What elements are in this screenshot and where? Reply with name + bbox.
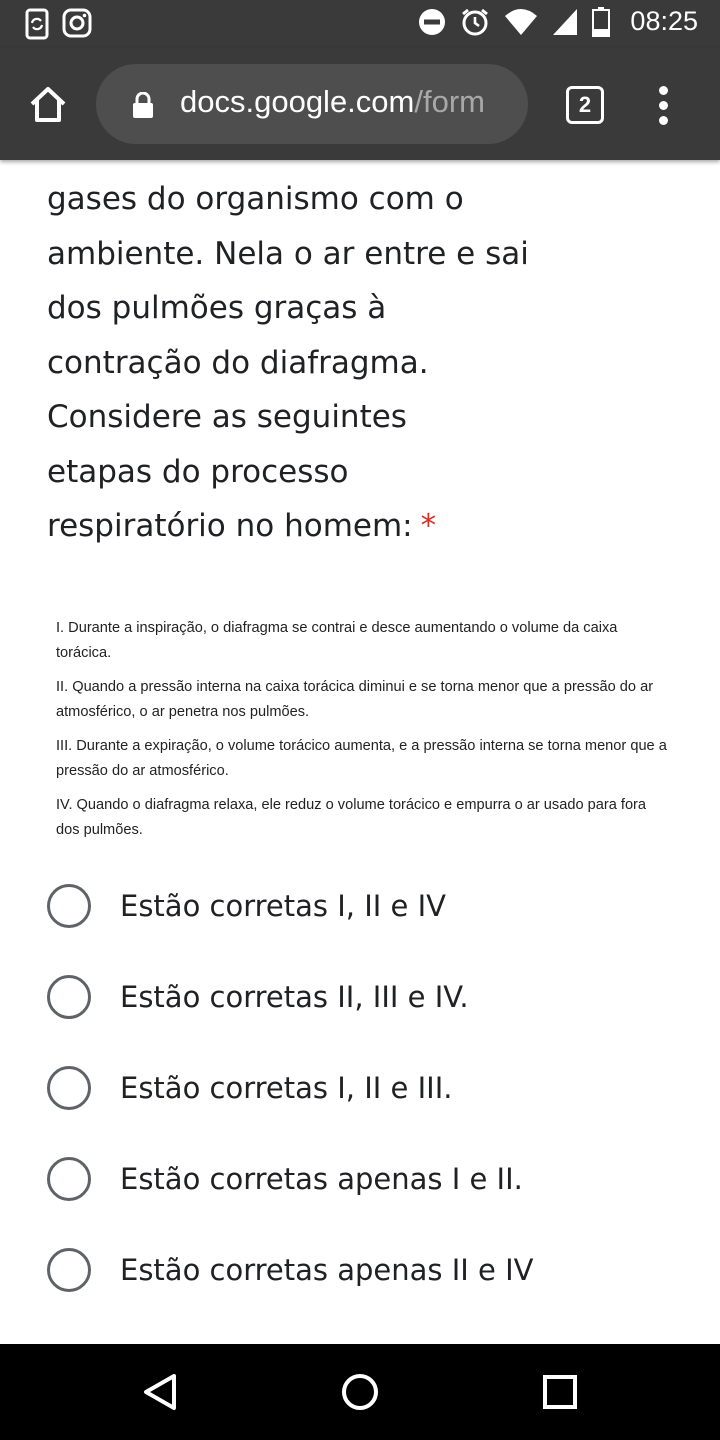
battery-icon (592, 7, 610, 37)
required-asterisk: * (420, 508, 437, 544)
question-line: ambiente. Nela o ar entre e sai (47, 235, 529, 272)
option-label[interactable]: Estão corretas apenas I e II. (120, 1162, 523, 1196)
question-line: Considere as seguintes (47, 399, 407, 435)
option-1[interactable] (0, 880, 720, 971)
radio-button[interactable] (47, 1248, 91, 1292)
question-line: gases do organismo com o (47, 181, 464, 217)
question-line-last (47, 499, 607, 554)
form-content (0, 160, 720, 1344)
option-3[interactable] (0, 1062, 720, 1153)
question-line-text: respiratório no homem: (47, 508, 413, 544)
wifi-icon (504, 8, 538, 36)
back-icon[interactable] (140, 1372, 180, 1412)
url-path: /form (414, 84, 485, 119)
radio-button[interactable] (47, 884, 91, 928)
phone-sync-icon (24, 8, 50, 40)
answer-options (0, 880, 720, 1335)
url-text (180, 84, 485, 120)
lock-icon (132, 92, 154, 118)
radio-button[interactable] (47, 975, 91, 1019)
option-label[interactable]: Estão corretas II, III e IV. (120, 980, 469, 1014)
navigation-bar (0, 1344, 720, 1440)
option-5[interactable] (0, 1244, 720, 1335)
alarm-icon (460, 7, 490, 37)
option-label[interactable]: Estão corretas I, II e IV (120, 889, 446, 923)
instagram-icon (62, 8, 92, 38)
home-nav-icon[interactable] (340, 1372, 380, 1412)
question-text (47, 172, 607, 554)
signal-icon (552, 8, 578, 36)
radio-button[interactable] (47, 1066, 91, 1110)
recents-icon[interactable] (540, 1372, 580, 1412)
statement-item: I. Durante a inspiração, o diafragma se contrai e desce aumentando o volume da caixa torácica. (56, 620, 618, 661)
option-label[interactable]: Estão corretas apenas II e IV (120, 1253, 534, 1287)
option-2[interactable] (0, 971, 720, 1062)
question-line: contração do diafragma. (47, 344, 429, 381)
browser-toolbar (0, 48, 720, 160)
tab-switcher-button[interactable]: 2 (566, 86, 604, 124)
question-line: etapas do processo (47, 453, 349, 490)
radio-button[interactable] (47, 1157, 91, 1201)
url-host: docs.google.com (180, 84, 415, 119)
do-not-disturb-icon (418, 8, 446, 36)
statement-item: II. Quando a pressão interna na caixa torácica diminui e se torna menor que a pressão do ar atmosférico, o ar penetra nos pulmões. (56, 679, 654, 720)
status-bar (0, 0, 720, 48)
option-4[interactable] (0, 1153, 720, 1244)
statement-item: III. Durante a expiração, o volume torácico aumenta, e a pressão interna se torna menor que a pressão do ar atmosférico. (56, 738, 667, 779)
option-label[interactable]: Estão corretas I, II e III. (120, 1071, 453, 1105)
statement-item: IV. Quando o diafragma relaxa, ele reduz o volume torácico e empurra o ar usado para fora dos pulmões. (56, 797, 647, 838)
url-bar[interactable] (96, 64, 528, 144)
question-line: dos pulmões graças à (47, 290, 387, 326)
clock: 08:25 (630, 6, 698, 36)
question-image (56, 616, 668, 852)
home-icon[interactable] (26, 82, 70, 126)
overflow-menu-icon[interactable] (656, 86, 670, 126)
